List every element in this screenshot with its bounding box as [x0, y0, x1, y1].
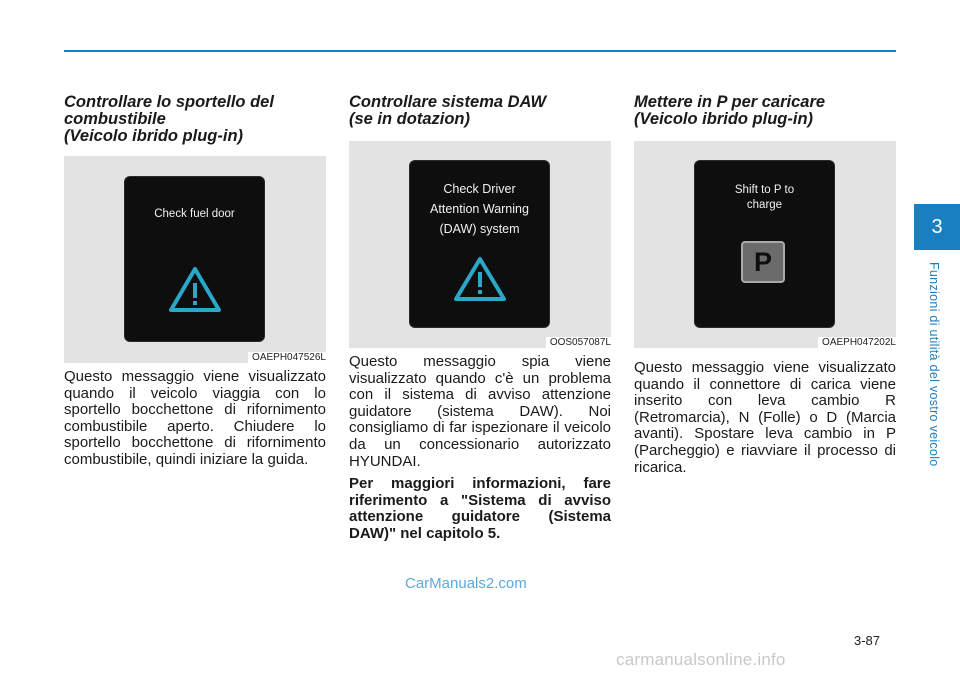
- section-body-note: Per maggiori informazioni, fare riferimento a "Sistema di avviso attenzione guidatore (Sistema DAW)" nel capitolo 5.: [349, 475, 611, 542]
- warning-triangle-icon: [453, 255, 507, 303]
- top-rule: [64, 50, 896, 52]
- figure-code: OAEPH047202L: [818, 337, 896, 349]
- section-daw: [349, 94, 611, 543]
- chapter-tab: 3: [914, 204, 960, 250]
- park-p-letter: P: [753, 246, 772, 277]
- section-shift-to-p: [634, 94, 896, 476]
- figure-code: OAEPH047526L: [248, 352, 326, 364]
- chapter-title: Funzioni di utilità del vostro veicolo: [927, 262, 941, 467]
- display-screen: [695, 161, 834, 327]
- display-screen: [410, 161, 549, 327]
- figure-daw: [349, 141, 611, 348]
- park-p-icon: [741, 241, 785, 283]
- section-fuel-door: [64, 94, 326, 469]
- screen-message: Shift to P to charge: [734, 184, 795, 211]
- screen-message: Check Driver Attention Warning (DAW) system: [430, 182, 529, 236]
- footer-watermark: carmanualsonline.info: [616, 650, 786, 669]
- page-number: 3-87: [854, 633, 881, 648]
- section-body: Questo messaggio spia viene visualizzato quando c'è un problema con il sistema di avviso attenzione guidatore (sistema DAW). Noi consigliamo di far ispezionare il veicolo da un concessionario autorizzato HYUNDAI.: [349, 353, 611, 470]
- section-heading: Controllare lo sportello del combustibile (Veicolo ibrido plug-in): [64, 93, 274, 145]
- watermark-link[interactable]: CarManuals2.com: [405, 575, 527, 592]
- section-heading: Controllare sistema DAW (se in dotazion): [349, 93, 547, 128]
- section-body: Questo messaggio viene visualizzato quando il connettore di carica viene inserito con leva cambio R (Retromarcia), N (Folle) o D (Marcia avanti). Spostare leva cambio in P (Parcheggio) e riavviare il processo di ricarica.: [634, 359, 896, 476]
- display-screen: [125, 177, 264, 341]
- section-heading: Mettere in P per caricare (Veicolo ibrido plug-in): [634, 93, 826, 128]
- figure-code: OOS057087L: [546, 337, 611, 349]
- warning-triangle-icon: [168, 265, 222, 315]
- figure-shift-to-p: [634, 141, 896, 348]
- section-body: Questo messaggio viene visualizzato quando il veicolo viaggia con lo sportello bocchettone di rifornimento combustibile aperto. Chiudere lo sportello bocchettone di rifornimento combustibile, quindi iniziare la guida.: [64, 368, 326, 468]
- figure-fuel-door: [64, 156, 326, 363]
- screen-message: Check fuel door: [154, 208, 235, 220]
